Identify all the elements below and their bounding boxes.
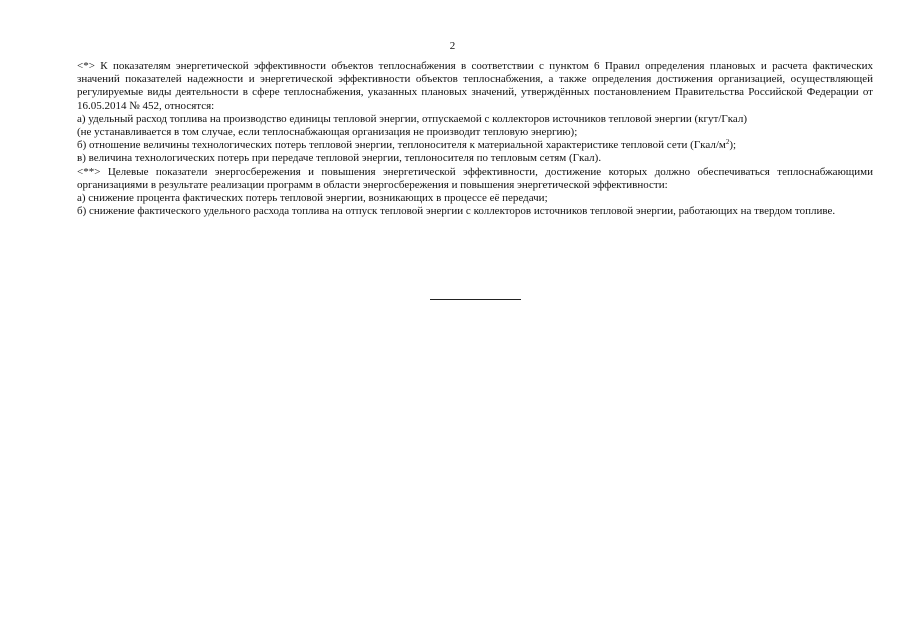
footnote-1-item-b-superscript: 2 xyxy=(725,138,730,147)
footnote-2-intro: <**> Целевые показатели энергосбережения и повышения энергетической эффективности, достижение которых должно обеспечиваться теплоснабжающими организациями в результате реализации программ в области энергосбережения и повышения энергетической эффективности: xyxy=(77,165,873,191)
footnote-1-item-b-text: б) отношение величины технологических потерь тепловой энергии, теплоносителя к материальной характеристике тепловой сети (Гкал/м xyxy=(77,139,726,152)
footnote-1-item-b-end: ); xyxy=(729,139,737,152)
footnotes-section xyxy=(77,60,873,218)
footnote-1-item-c: в) величина технологических потерь при передаче тепловой энергии, теплоносителя по тепловым сетям (Гкал). xyxy=(77,152,602,165)
footnote-1-intro: <*> К показателям энергетической эффективности объектов теплоснабжения в соответствии с пунктом 6 Правил определения плановых и расчета фактических значений показателей надежности и энергетической эффективности объектов теплоснабжения, а также определения достижения организацией, осуществляющей регулируемые виды деятельности в сфере теплоснабжения, указанных плановых значений, утверждённых постановлением Правительства Российской Федерации от 16.05.2014 № 452, относятся: xyxy=(77,60,873,112)
footnote-2-item-b: б) снижение фактического удельного расхода топлива на отпуск тепловой энергии с коллекторов источников тепловой энергии, работающих на твердом топливе. xyxy=(77,205,836,218)
page-number: 2 xyxy=(449,40,456,52)
footnote-1-item-a: а) удельный расход топлива на производство единицы тепловой энергии, отпускаемой с коллекторов источников тепловой энергии (кгут/Гкал) xyxy=(77,112,748,125)
footnote-2-item-a: а) снижение процента фактических потерь тепловой энергии, возникающих в процессе её передачи; xyxy=(77,192,548,205)
footnote-1-item-b xyxy=(77,139,873,152)
end-of-document-rule xyxy=(430,299,521,300)
footnote-1-item-a-note: (не устанавливается в том случае, если теплоснабжающая организация не производит тепловую энергию); xyxy=(77,126,578,139)
